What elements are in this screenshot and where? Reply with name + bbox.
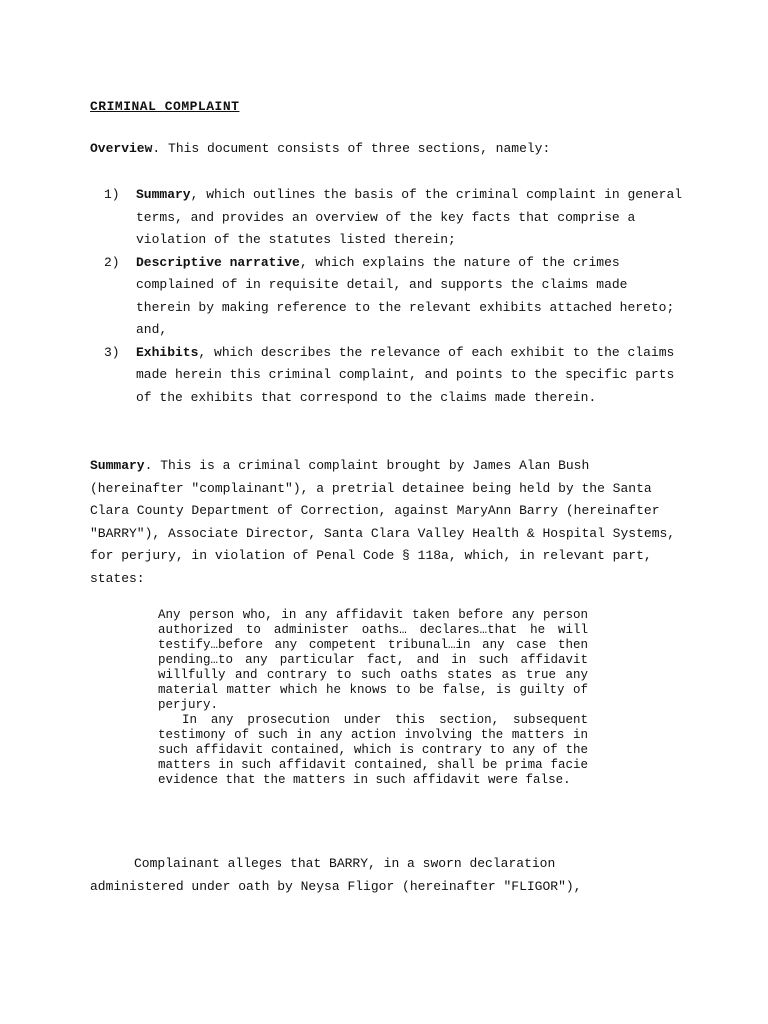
allegation-line-2: administered under oath by Neysa Fligor (hereinafter "FLIGOR"), xyxy=(90,878,582,894)
list-item-text: , which explains the nature of the crimes complained of in requisite detail, and supports the claims made therein by making reference to the relevant exhibits attached hereto; and, xyxy=(136,254,675,337)
list-item-number: 3) xyxy=(104,344,120,360)
quote-paragraph-1: Any person who, in any affidavit taken before any person authorized to administer oaths… declares…that he will testify…before any competent tribunal…in any case then pending…to any particular fact, and in such affidavit willfully and contrary to such oaths states as true any material matter which he knows to be false, is guilty of perjury. xyxy=(158,608,588,712)
list-item xyxy=(104,184,684,252)
list-item-label: Descriptive narrative xyxy=(136,254,300,270)
list-item-number: 2) xyxy=(104,254,120,270)
document-title: CRIMINAL COMPLAINT xyxy=(90,99,240,114)
summary-text: . This is a criminal complaint brought by James Alan Bush (hereinafter "complainant"), a pretrial detainee being held by the Santa Clara County Department of Correction, against MaryAnn Barry (hereinafter "BARRY"), Associate Director, Santa Clara Valley Health & Hospital Systems, for perjury, in violation of Penal Code § 118a, which, in relevant part, states: xyxy=(90,458,676,586)
list-item-text: , which describes the relevance of each exhibit to the claims made herein this criminal complaint, and points to the specific parts of the exhibits that correspond to the claims made therein. xyxy=(136,344,675,405)
list-item-label: Exhibits xyxy=(136,344,199,360)
sections-list xyxy=(104,184,684,409)
statute-block-quote xyxy=(158,608,588,788)
list-item-label: Summary xyxy=(136,187,191,202)
allegation-paragraph xyxy=(90,853,650,898)
quote-paragraph-2: In any prosecution under this section, subsequent testimony of such in any action involving the matters in such affidavit contained, which is contrary to any of the matters in such affidavit contained, shall be prima facie evidence that the matters in such affidavit were false. xyxy=(158,713,588,787)
overview-text: . This document consists of three sections, namely: xyxy=(152,141,551,156)
overview-label: Overview xyxy=(90,141,153,156)
summary-label: Summary xyxy=(90,458,145,473)
summary-paragraph xyxy=(90,455,680,590)
overview-paragraph xyxy=(90,138,690,161)
list-item xyxy=(104,342,684,410)
list-item xyxy=(104,252,684,342)
list-item-number: 1) xyxy=(104,187,120,202)
allegation-line-1: Complainant alleges that BARRY, in a sworn declaration xyxy=(134,856,556,871)
list-item-text: , which outlines the basis of the criminal complaint in general terms, and provides an overview of the key facts that comprise a violation of the statutes listed therein; xyxy=(136,187,683,247)
